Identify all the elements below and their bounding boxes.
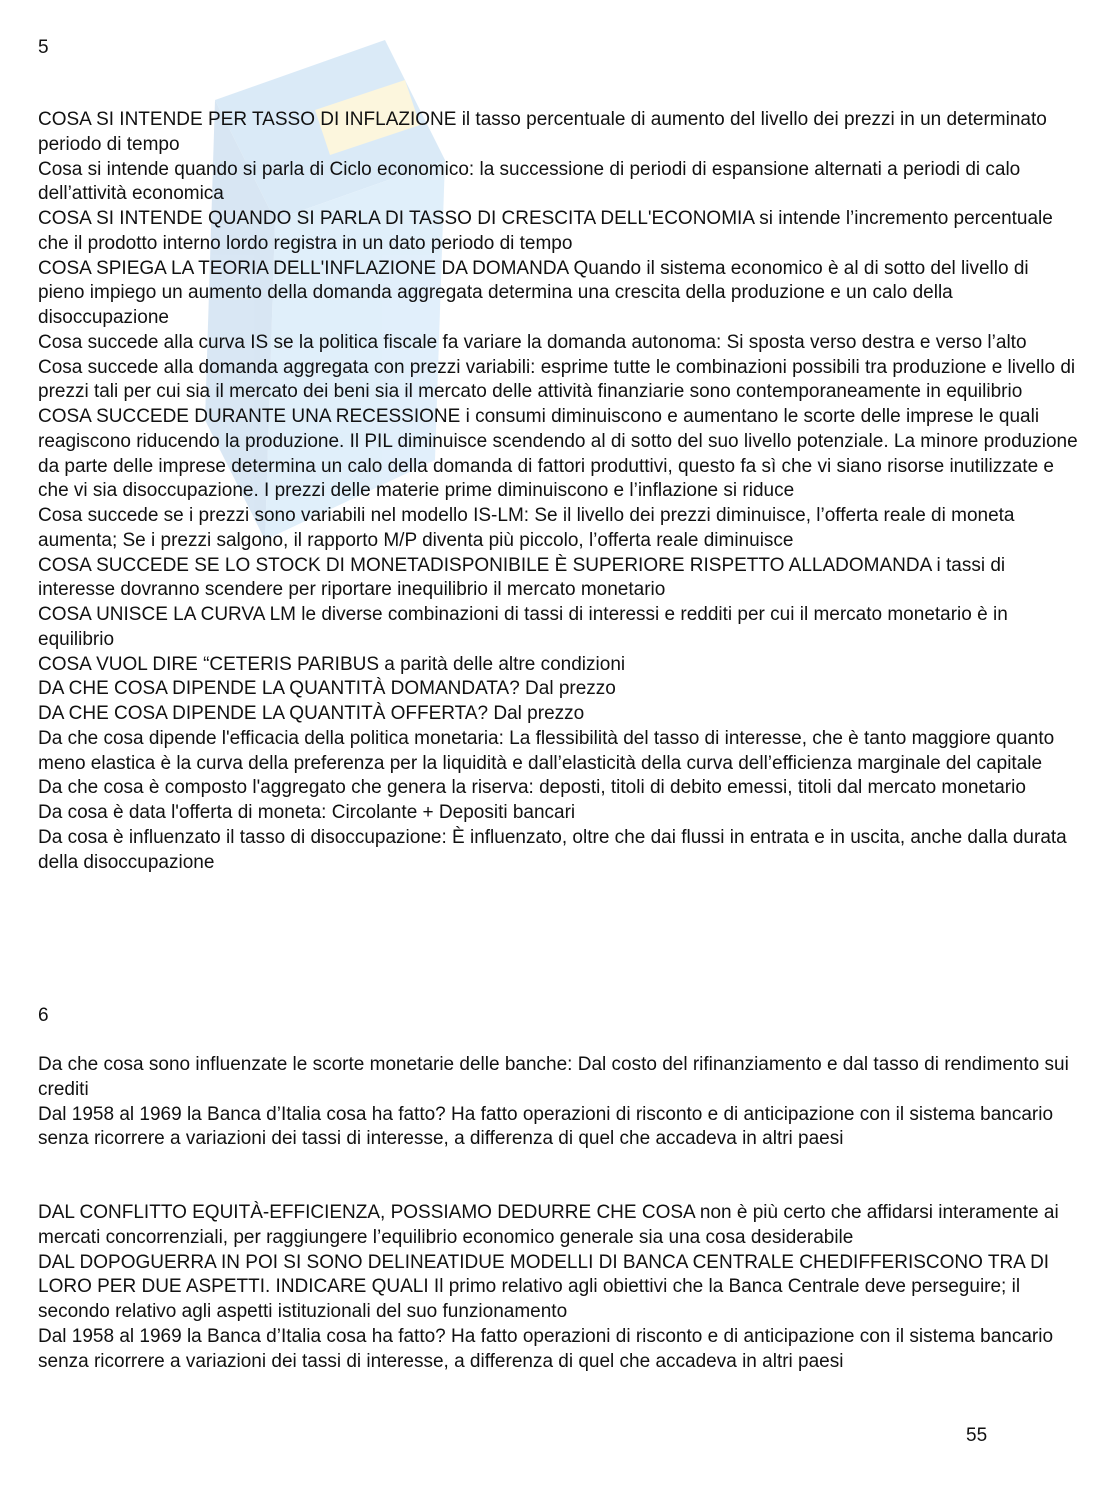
qa-entry: COSA SI INTENDE PER TASSO DI INFLAZIONE il tasso percentuale di aumento del livello dei prezzi in un determinato periodo di tempo — [38, 109, 1047, 155]
qa-entry: DAL CONFLITTO EQUITÀ-EFFICIENZA, POSSIAMO DEDURRE CHE COSA non è più certo che affidarsi interamente ai mercati concorrenziali, per raggiungere l’equilibrio economico generale sia una cosa desiderabile — [38, 1202, 1059, 1248]
qa-section-a — [38, 108, 1078, 875]
qa-entry: Cosa succede alla domanda aggregata con prezzi variabili: esprime tutte le combinazioni possibili tra produzione e livello di prezzi tali per cui sia il mercato dei beni sia il mercato delle attività finanziarie sono contemporaneamente in equilibrio — [38, 356, 1076, 403]
qa-entry: COSA SI INTENDE QUANDO SI PARLA DI TASSO DI CRESCITA DELL'ECONOMIA si intende l’incremento percentuale che il prodotto interno lordo registra in un dato periodo di tempo — [38, 208, 1053, 254]
qa-entry: Da che cosa è composto l'aggregato che genera la riserva: deposti, titoli di debito emessi, titoli dal mercato monetario — [38, 777, 1026, 799]
qa-entry: COSA SPIEGA LA TEORIA DELL'INFLAZIONE DA DOMANDA Quando il sistema economico è al di sotto del livello di pieno impiego un aumento della domanda aggregata determina una crescita della produzione e un calo della disoccupazione — [38, 257, 1029, 328]
qa-entry: COSA VUOL DIRE “CETERIS PARIBUS a parità delle altre condizioni — [38, 653, 626, 675]
qa-entry: Cosa succede alla curva IS se la politica fiscale fa variare la domanda autonoma: Si sposta verso destra e verso l’alto — [38, 331, 1027, 353]
qa-section-b — [38, 1053, 1078, 1152]
qa-entry: COSA UNISCE LA CURVA LM le diverse combinazioni di tassi di interessi e redditi per cui il mercato monetario è in equilibrio — [38, 604, 1008, 650]
page-marker-top: 5 — [38, 37, 49, 58]
qa-entry: Da che cosa sono influenzate le scorte monetarie delle banche: Dal costo del rifinanziamento e dal tasso di rendimento sui crediti — [38, 1054, 1069, 1100]
qa-entry: COSA SUCCEDE DURANTE UNA RECESSIONE i consumi diminuiscono e aumentano le scorte delle imprese le quali reagiscono riducendo la produzione. Il PIL diminuisce scendendo al di sotto del suo livello potenziale. La minore produzione da parte delle imprese determina un calo della domanda di fattori produttivi, questo fa sì che vi siano risorse inutilizzate e che vi sia disoccupazione. I prezzi delle materie prime diminuiscono e l’inflazione si riduce — [38, 406, 1078, 502]
qa-entry: Da che cosa dipende l'efficacia della politica monetaria: La flessibilità del tasso di interesse, che è tanto maggiore quanto meno elastica è la curva della preferenza per la liquidità e dall’elasticità della curva dell’efficienza marginale del capitale — [38, 727, 1055, 774]
qa-entry: Cosa succede se i prezzi sono variabili nel modello IS-LM: Se il livello dei prezzi diminuisce, l’offerta reale di moneta aumenta; Se i prezzi salgono, il rapporto M/P diventa più piccolo, l’offerta reale diminuisce — [38, 505, 1015, 551]
qa-entry: DA CHE COSA DIPENDE LA QUANTITÀ DOMANDATA? Dal prezzo — [38, 678, 616, 700]
qa-entry: Dal 1958 al 1969 la Banca d’Italia cosa ha fatto? Ha fatto operazioni di risconto e di anticipazione con il sistema bancario senza ricorrere a variazioni dei tassi di interesse, a differenza di quel che accadeva in altri paesi — [38, 1103, 1054, 1150]
qa-entry: Cosa si intende quando si parla di Ciclo economico: la successione di periodi di espansione alternati a periodi di calo dell’attività economica — [38, 158, 1021, 205]
qa-entry: COSA SUCCEDE SE LO STOCK DI MONETADISPONIBILE È SUPERIORE RISPETTO ALLADOMANDA i tassi di interesse dovranno scendere per riportare inequilibrio il mercato monetario — [38, 554, 1006, 601]
qa-entry: DAL DOPOGUERRA IN POI SI SONO DELINEATIDUE MODELLI DI BANCA CENTRALE CHEDIFFERISCONO TRA DI LORO PER DUE ASPETTI. INDICARE QUALI Il primo relativo agli obiettivi che la Banca Centrale deve perseguire; il secondo relativo agli aspetti istituzionali del suo funzionamento — [38, 1251, 1050, 1322]
qa-entry: Da cosa è data l'offerta di moneta: Circolante + Depositi bancari — [38, 802, 576, 823]
qa-entry: DA CHE COSA DIPENDE LA QUANTITÀ OFFERTA? Dal prezzo — [38, 703, 585, 724]
qa-entry: Dal 1958 al 1969 la Banca d’Italia cosa ha fatto? Ha fatto operazioni di risconto e di anticipazione con il sistema bancario senza ricorrere a variazioni dei tassi di interesse, a differenza di quel che accadeva in altri paesi — [38, 1325, 1054, 1372]
page-number: 55 — [966, 1425, 988, 1446]
qa-entry: Da cosa è influenzato il tasso di disoccupazione: È influenzato, oltre che dai flussi in entrata e in uscita, anche dalla durata della disoccupazione — [38, 826, 1067, 873]
qa-section-c — [38, 1201, 1078, 1374]
page-marker-mid: 6 — [38, 1005, 49, 1026]
